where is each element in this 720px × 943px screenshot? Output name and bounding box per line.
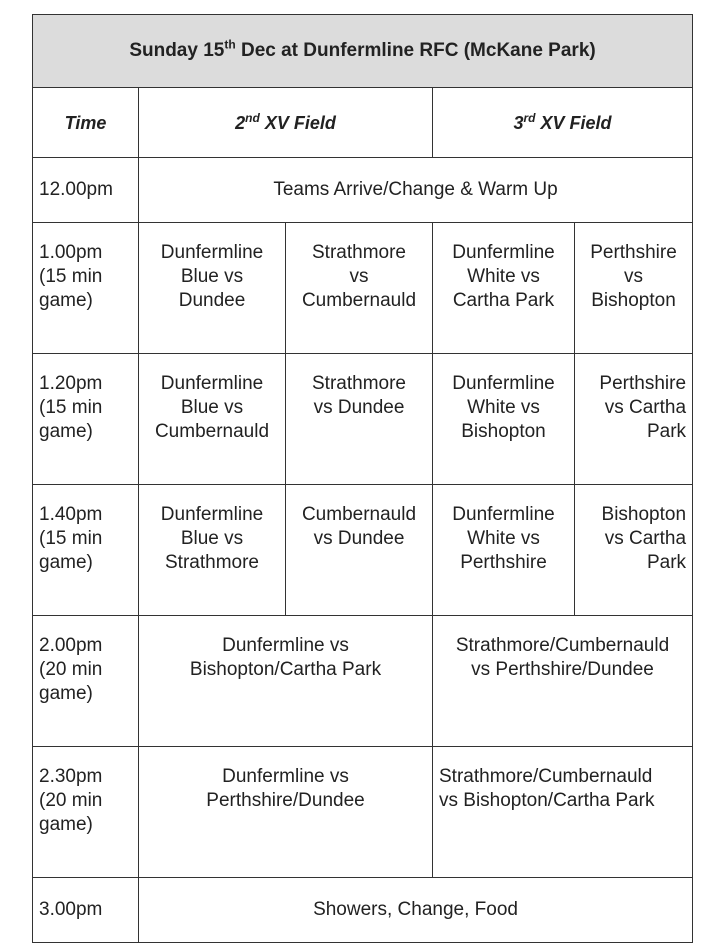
- time-cell: 12.00pm: [33, 158, 139, 223]
- match-line: Dunfermline vs: [222, 766, 349, 787]
- match-line: Dunfermline: [160, 504, 264, 525]
- match-line: vs Bishopton/Cartha Park: [439, 790, 655, 811]
- time-line: game): [39, 814, 93, 835]
- match-line: Cumbernauld: [154, 421, 270, 442]
- match-line: Dunfermline: [452, 242, 555, 263]
- time-cell: [33, 616, 139, 747]
- match-line: vs Dundee: [313, 397, 405, 418]
- match-cell: [139, 747, 433, 878]
- match-line: Perthshire: [599, 373, 687, 394]
- end-cell: Showers, Change, Food: [139, 878, 693, 943]
- time-cell: 3.00pm: [33, 878, 139, 943]
- match-line: Park: [646, 421, 687, 442]
- match-line: Dunfermline: [160, 242, 264, 263]
- schedule-table: [32, 14, 693, 943]
- game-row-5: [33, 747, 693, 878]
- title-day: Sunday 15: [129, 40, 225, 61]
- match-line: Bishopton: [461, 421, 546, 442]
- title-rest: Dec at Dunfermline RFC (McKane Park): [235, 40, 596, 61]
- match-line: White vs: [467, 528, 540, 549]
- match-line: Blue vs: [180, 528, 244, 549]
- time-line: 1.40pm: [39, 504, 103, 525]
- field3-sup: rd: [523, 110, 536, 125]
- match-cell: [433, 485, 575, 616]
- time-line: 2.30pm: [39, 766, 103, 787]
- time-line: (15 min: [39, 528, 103, 549]
- arrive-row: [33, 158, 693, 223]
- game-row-3: [33, 485, 693, 616]
- match-line: Blue vs: [180, 397, 244, 418]
- match-cell: [286, 223, 433, 354]
- time-line: game): [39, 552, 93, 573]
- match-cell: [433, 616, 693, 747]
- time-line: 1.20pm: [39, 373, 103, 394]
- match-line: Strathmore: [312, 242, 406, 263]
- time-line: (15 min: [39, 397, 103, 418]
- time-cell: [33, 223, 139, 354]
- match-line: Perthshire: [460, 552, 547, 573]
- match-cell: [433, 747, 693, 878]
- match-cell: [433, 354, 575, 485]
- arrive-cell: Teams Arrive/Change & Warm Up: [139, 158, 693, 223]
- header-row: [33, 88, 693, 158]
- time-line: 1.00pm: [39, 242, 103, 263]
- field3-header: [433, 88, 693, 158]
- match-cell: [575, 354, 693, 485]
- match-line: vs Perthshire/Dundee: [471, 659, 654, 680]
- match-cell: [139, 485, 286, 616]
- time-line: (20 min: [39, 790, 103, 811]
- match-line: Blue vs: [180, 266, 244, 287]
- match-line: Perthshire: [590, 242, 677, 263]
- title-sup: th: [224, 37, 236, 52]
- match-line: Strathmore: [312, 373, 406, 394]
- time-cell: [33, 747, 139, 878]
- field3-num: 3: [513, 112, 524, 133]
- game-row-4: [33, 616, 693, 747]
- field2-sup: nd: [245, 110, 260, 125]
- time-header: Time: [33, 88, 139, 158]
- match-line: Dundee: [178, 290, 246, 311]
- match-line: Cumbernauld: [301, 290, 417, 311]
- match-cell: [139, 354, 286, 485]
- time-line: (20 min: [39, 659, 103, 680]
- match-cell: [575, 223, 693, 354]
- game-row-1: [33, 223, 693, 354]
- match-line: Bishopton: [601, 504, 687, 525]
- schedule-title: [33, 15, 693, 88]
- time-line: 2.00pm: [39, 635, 103, 656]
- time-line: game): [39, 421, 93, 442]
- match-line: Bishopton: [591, 290, 676, 311]
- match-line: vs Dundee: [313, 528, 405, 549]
- match-line: Perthshire/Dundee: [206, 790, 365, 811]
- match-line: Cumbernauld: [301, 504, 417, 525]
- match-line: Park: [646, 552, 687, 573]
- end-row: [33, 878, 693, 943]
- field2-header: [139, 88, 433, 158]
- match-line: vs: [624, 266, 644, 287]
- match-line: Dunfermline vs: [222, 635, 349, 656]
- match-line: Dunfermline: [160, 373, 264, 394]
- match-cell: [286, 354, 433, 485]
- match-cell: [433, 223, 575, 354]
- match-cell: [286, 485, 433, 616]
- field2-num: 2: [235, 112, 246, 133]
- match-cell: [575, 485, 693, 616]
- match-line: Strathmore/Cumbernauld: [439, 766, 653, 787]
- match-cell: [139, 223, 286, 354]
- field3-rest: XV Field: [535, 112, 612, 133]
- match-cell: [139, 616, 433, 747]
- match-line: vs Cartha: [604, 397, 687, 418]
- match-line: vs Cartha: [604, 528, 687, 549]
- match-line: White vs: [467, 397, 540, 418]
- match-line: Dunfermline: [452, 504, 555, 525]
- match-line: Cartha Park: [452, 290, 555, 311]
- field2-rest: XV Field: [259, 112, 336, 133]
- time-cell: [33, 354, 139, 485]
- match-line: White vs: [467, 266, 540, 287]
- time-line: game): [39, 290, 93, 311]
- time-line: (15 min: [39, 266, 103, 287]
- time-line: game): [39, 683, 93, 704]
- match-line: Bishopton/Cartha Park: [189, 659, 382, 680]
- match-line: Strathmore: [165, 552, 259, 573]
- game-row-2: [33, 354, 693, 485]
- match-line: Dunfermline: [452, 373, 555, 394]
- match-line: vs: [349, 266, 369, 287]
- match-line: Strathmore/Cumbernauld: [455, 635, 670, 656]
- time-cell: [33, 485, 139, 616]
- title-row: [33, 15, 693, 88]
